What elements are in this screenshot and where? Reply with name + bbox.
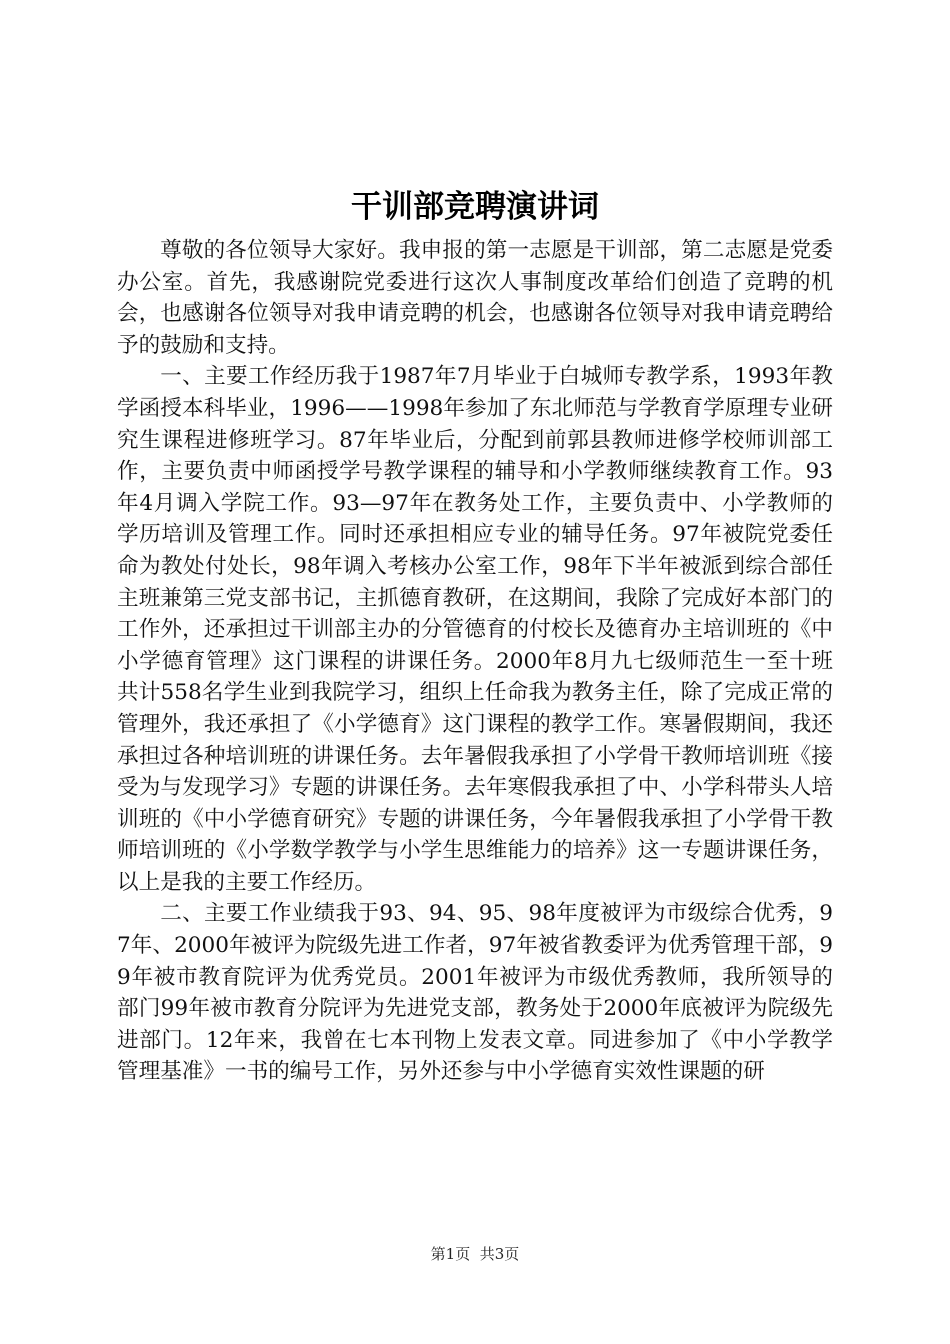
page-number: 第1页	[430, 1245, 471, 1263]
document-title: 干训部竞聘演讲词	[351, 189, 599, 225]
document-body	[117, 235, 833, 1088]
page-footer	[0, 1244, 950, 1264]
paragraph-work-achievements: 二、主要工作业绩我于93、94、95、98年度被评为市级综合优秀，97年、2000年被评为院级先进工作者，97年被省教委评为优秀管理干部，99年被市教育院评为优秀党员。2001年被评为市级优秀教师，我所领导的部门99年被市教育分院评为先进党支部，教务处于2000年底被评为院级先进部门。12年来，我曾在七本刊物上发表文章。同进参加了《中小学教学管理基准》一书的编号工作，另外还参与中小学德育实效性课题的研	[117, 901, 833, 1085]
paragraph-work-experience: 一、主要工作经历我于1987年7月毕业于白城师专教学系，1993年教学函授本科毕业，1996——1998年参加了东北师范与学教育学原理专业研究生课程进修班学习。87年毕业后，分配到前郭县教师进修学校师训部工作，主要负责中师函授学号教学课程的辅导和小学教师继续教育工作。93年4月调入学院工作。93—97年在教务处工作，主要负责中、小学教师的学历培训及管理工作。同时还承担相应专业的辅导任务。97年被院党委任命为教处付处长，98年调入考核办公室工作，98年下半年被派到综合部任主班兼第三党支部书记，主抓德育教研，在这期间，我除了完成好本部门的工作外，还承担过干训部主办的分管德育的付校长及德育办主培训班的《中小学德育管理》这门课程的讲课任务。2000年8月九七级师范生一至十班共计558名学生业到我院学习，组织上任命我为教务主任，除了完成正常的管理外，我还承担了《小学德育》这门课程的教学工作。寒暑假期间，我还承担过各种培训班的讲课任务。去年暑假我承担了小学骨干教师培训班《接受为与发现学习》专题的讲课任务。去年寒假我承担了中、小学科带头人培训班的《中小学德育研究》专题的讲课任务，今年暑假我承担了小学骨干教师培训班的《小学数学教学与小学生思维能力的培养》这一专题讲课任务，以上是我的主要工作经历。	[117, 364, 833, 895]
paragraph-greeting: 尊敬的各位领导大家好。我申报的第一志愿是干训部，第二志愿是党委办公室。首先，我感谢院党委进行这次人事制度改革给们创造了竞聘的机会，也感谢各位领导对我申请竞聘的机会，也感谢各位领导对我申请竞聘给予的鼓励和支持。	[117, 238, 833, 358]
page-total: 共3页	[479, 1245, 520, 1263]
